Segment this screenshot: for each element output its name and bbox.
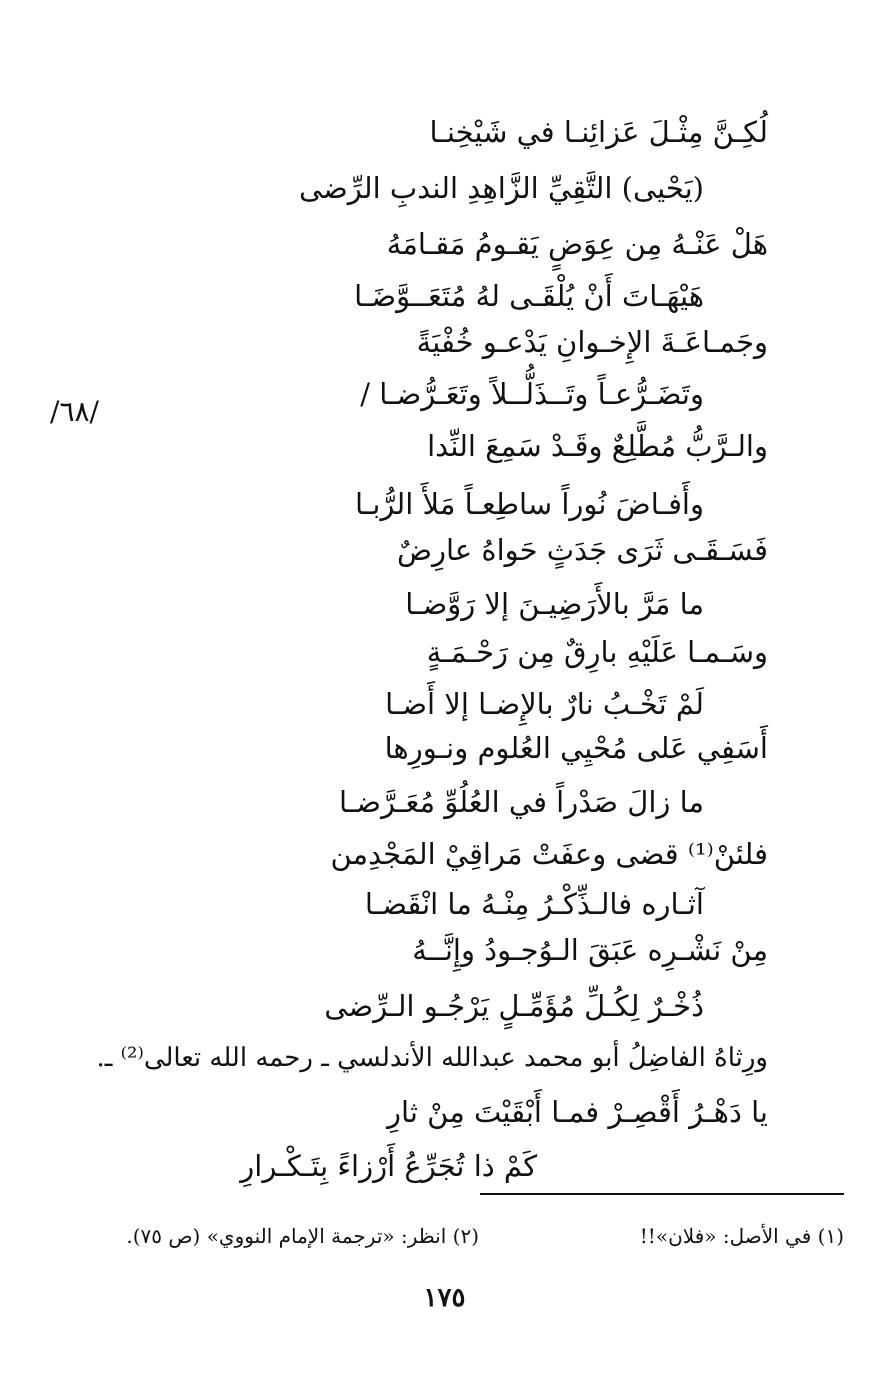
verse-line-14: ما زالَ صَدْراً في العُلُوِّ مُعَـرَّضـا <box>339 785 704 819</box>
verse-line-15: فلئنْ⁽¹⁾ قضى وعفَتْ مَراقِيْ المَجْدِمن <box>330 837 768 871</box>
verse-line-13: أَسَفِي عَلى مُحْيِي العُلوم ونـورِها <box>384 731 768 765</box>
footnote-1: (١) في الأصل: «فلان»!! <box>639 1224 844 1248</box>
verse-line-10: ما مَرَّ بالأَرَضِيـنَ إلا رَوَّضـا <box>405 587 704 621</box>
verse-line-3: هَلْ عَنْـهُ مِن عِوَضٍ يَقـومُ مَقـامَهُ <box>386 227 768 261</box>
verse-line-19: يا دَهْـرُ أَقْصِـرْ فمـا أَبْقَيْتَ مِنْ ثارِ <box>387 1095 768 1129</box>
verse-line-20: كَمْ ذا تُجَرِّعُ أَرْزاءً بِتَـكْـرارِ <box>240 1149 537 1183</box>
verse-line-16: آثـاره فالـذِّكْـرُ مِنْـهُ ما انْقَضـا <box>364 887 704 921</box>
verse-line-5: وجَمـاعَـةَ الإِخـوانِ يَدْعـو خُفْيَةً <box>416 325 768 359</box>
verse-line-11: وسَـمـا عَلَيْهِ بارِقٌ مِن رَحْـمَـةٍ <box>426 635 768 669</box>
footnote-separator <box>480 1193 844 1195</box>
verse-line-18: ذُخْـرٌ لِكُـلِّ مُؤَمِّـلٍ يَرْجُـو الـرِّضى <box>324 989 704 1023</box>
verse-line-6: وتَضَـرُّعـاً وتَــذَلُّــلاً وتَعَـرُّضـا / <box>360 377 704 411</box>
verse-line-2: (يَحْيى) التَّقِيِّ الزَّاهِدِ الندبِ الرِّضى <box>298 171 704 205</box>
verse-line-12: لَمْ تَخْـبُ نارٌ بالإِضـا إلا أَضـا <box>385 687 704 721</box>
verse-line-8: وأَفـاضَ نُوراً ساطِعـاً مَلأَ الرُّبـا <box>355 487 704 521</box>
verse-line-17: مِنْ نَشْـرِه عَبَقَ الـوُجـودُ وإِنَّــهُ <box>412 933 768 967</box>
prose-line: ورِثاهُ الفاضِلُ أبو محمد عبدالله الأندلسي ـ رحمه الله تعالى⁽²⁾ ـ. <box>96 1043 768 1073</box>
verse-line-9: فَسَـقَـى ثَرَى جَدَثٍ حَواهُ عارِضٌ <box>396 533 768 567</box>
verse-line-7: والـرَّبُّ مُطَّلِعٌ وقَـدْ سَمِعَ النِّدا <box>427 429 768 463</box>
margin-page-reference: /٦٨/ <box>50 395 99 428</box>
footnote-2: (٢) انظر: «ترجمة الإمام النووي» (ص ٧٥). <box>126 1224 479 1248</box>
verse-line-4: هَيْهَـاتَ أَنْ يُلْقَـى لهُ مُتَعَــوَّضَـا <box>354 279 704 313</box>
page-number: ١٧٥ <box>423 1283 466 1313</box>
verse-line-1: لُكِـنَّ مِثْـلَ عَزائِنـا في شَيْخِنـا <box>429 115 768 149</box>
